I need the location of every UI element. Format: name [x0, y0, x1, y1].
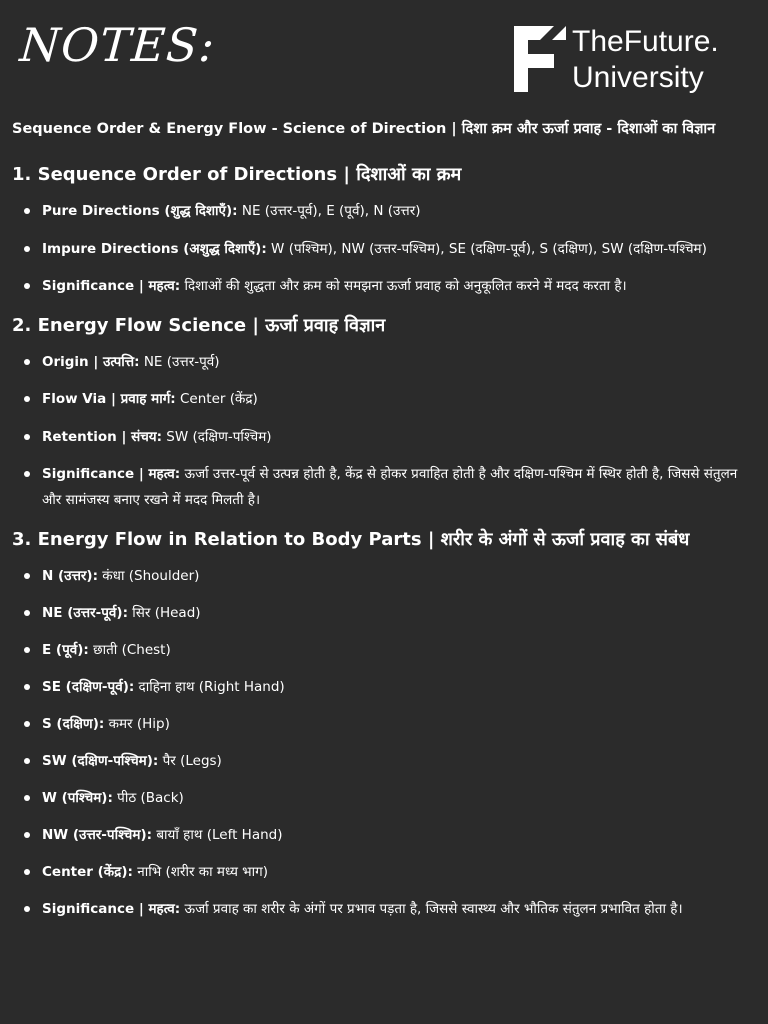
- item-text: दाहिना हाथ (Right Hand): [134, 678, 285, 695]
- list-item: [24, 349, 760, 375]
- item-label: W (पश्चिम):: [42, 789, 113, 806]
- item-text: SW (दक्षिण-पश्चिम): [162, 428, 272, 445]
- list-item: [24, 424, 760, 450]
- section-title: 2. Energy Flow Science | ऊर्जा प्रवाह विज्ञान: [12, 314, 386, 336]
- item-label: SW (दक्षिण-पश्चिम):: [42, 752, 159, 769]
- list-item: [24, 711, 760, 737]
- logo-line-1: TheFuture.: [572, 25, 719, 58]
- item-text: ऊर्जा उत्तर-पूर्व से उत्पन्न होती है, केंद्र से होकर प्रवाहित होती है और दक्षिण-पश्चिम में स्थिर होती है, जिससे संतुलन और सामंजस्य बनाए रखने में मदद मिलती है।: [42, 466, 738, 508]
- section-title: 1. Sequence Order of Directions | दिशाओं का क्रम: [12, 164, 462, 185]
- list-item: [24, 386, 760, 412]
- logo-text: [572, 24, 719, 96]
- item-label: Retention | संचय:: [42, 428, 162, 445]
- item-text: NE (उत्तर-पूर्व): [139, 353, 220, 370]
- list-item: [24, 785, 760, 811]
- list-item: [24, 600, 760, 626]
- item-label: NE (उत्तर-पूर्व):: [42, 604, 128, 621]
- list-item: [24, 822, 760, 848]
- section-energy-flow-science: [12, 311, 760, 514]
- item-text: कमर (Hip): [104, 715, 170, 732]
- item-text: Center (केंद्र): [175, 391, 258, 407]
- list-item: [24, 674, 760, 700]
- item-label: Significance | महत्व:: [42, 278, 181, 294]
- section-body-parts: [12, 525, 760, 922]
- item-label: Impure Directions (अशुद्ध दिशाएँ):: [42, 240, 267, 257]
- item-text: दिशाओं की शुद्धता और क्रम को समझना ऊर्जा प्रवाह को अनुकूलित करने में मदद करता है।: [180, 278, 627, 294]
- page-header: [0, 0, 768, 112]
- list-item: [24, 273, 760, 299]
- list-item: [24, 896, 760, 922]
- item-label: Pure Directions (शुद्ध दिशाएँ):: [42, 203, 238, 219]
- bullet-list: [12, 198, 760, 299]
- notes-content: [12, 160, 760, 933]
- item-label: Significance | महत्व:: [42, 900, 181, 917]
- item-text: ऊर्जा प्रवाह का शरीर के अंगों पर प्रभाव पड़ता है, जिससे स्वास्थ्य और भौतिक संतुलन प्रभावित होता है।: [180, 900, 683, 917]
- item-label: NW (उत्तर-पश्चिम):: [42, 826, 153, 843]
- item-label: N (उत्तर):: [42, 567, 98, 584]
- bullet-list: [12, 349, 760, 514]
- logo-line-2: University: [572, 61, 704, 94]
- item-label: S (दक्षिण):: [42, 715, 105, 732]
- section-sequence-order: [12, 160, 760, 299]
- item-text: पीठ (Back): [112, 789, 184, 806]
- list-item: [24, 236, 760, 262]
- item-label: SE (दक्षिण-पूर्व):: [42, 678, 135, 695]
- list-item: [24, 859, 760, 885]
- item-label: Origin | उत्पत्ति:: [42, 353, 140, 370]
- item-label: Flow Via | प्रवाह मार्ग:: [42, 391, 176, 407]
- item-text: बायाँ हाथ (Left Hand): [152, 826, 283, 843]
- list-item: [24, 748, 760, 774]
- document-heading: Sequence Order & Energy Flow - Science of Direction | दिशा क्रम और ऊर्जा प्रवाह - दिशाओं का विज्ञान: [12, 121, 716, 137]
- item-text: नाभि (शरीर का मध्य भाग): [132, 863, 269, 880]
- item-text: कंधा (Shoulder): [98, 567, 200, 584]
- list-item: [24, 198, 760, 224]
- bullet-list: [12, 563, 760, 922]
- notes-title: NOTES:: [18, 18, 218, 72]
- list-item: [24, 637, 760, 663]
- item-label: E (पूर्व):: [42, 641, 89, 658]
- item-text: पैर (Legs): [158, 752, 222, 769]
- item-text: NE (उत्तर-पूर्व), E (पूर्व), N (उत्तर): [237, 203, 421, 219]
- item-label: Significance | महत्व:: [42, 466, 181, 482]
- item-text: सिर (Head): [127, 604, 201, 621]
- university-logo: [514, 24, 754, 104]
- item-label: Center (केंद्र):: [42, 863, 133, 880]
- logo-f-icon: [514, 26, 566, 92]
- list-item: [24, 563, 760, 589]
- item-text: W (पश्चिम), NW (उत्तर-पश्चिम), SE (दक्षिण-पूर्व), S (दक्षिण), SW (दक्षिण-पश्चिम): [266, 240, 707, 257]
- list-item: [24, 461, 760, 513]
- section-title: 3. Energy Flow in Relation to Body Parts | शरीर के अंगों से ऊर्जा प्रवाह का संबंध: [12, 528, 690, 550]
- item-text: छाती (Chest): [88, 641, 171, 658]
